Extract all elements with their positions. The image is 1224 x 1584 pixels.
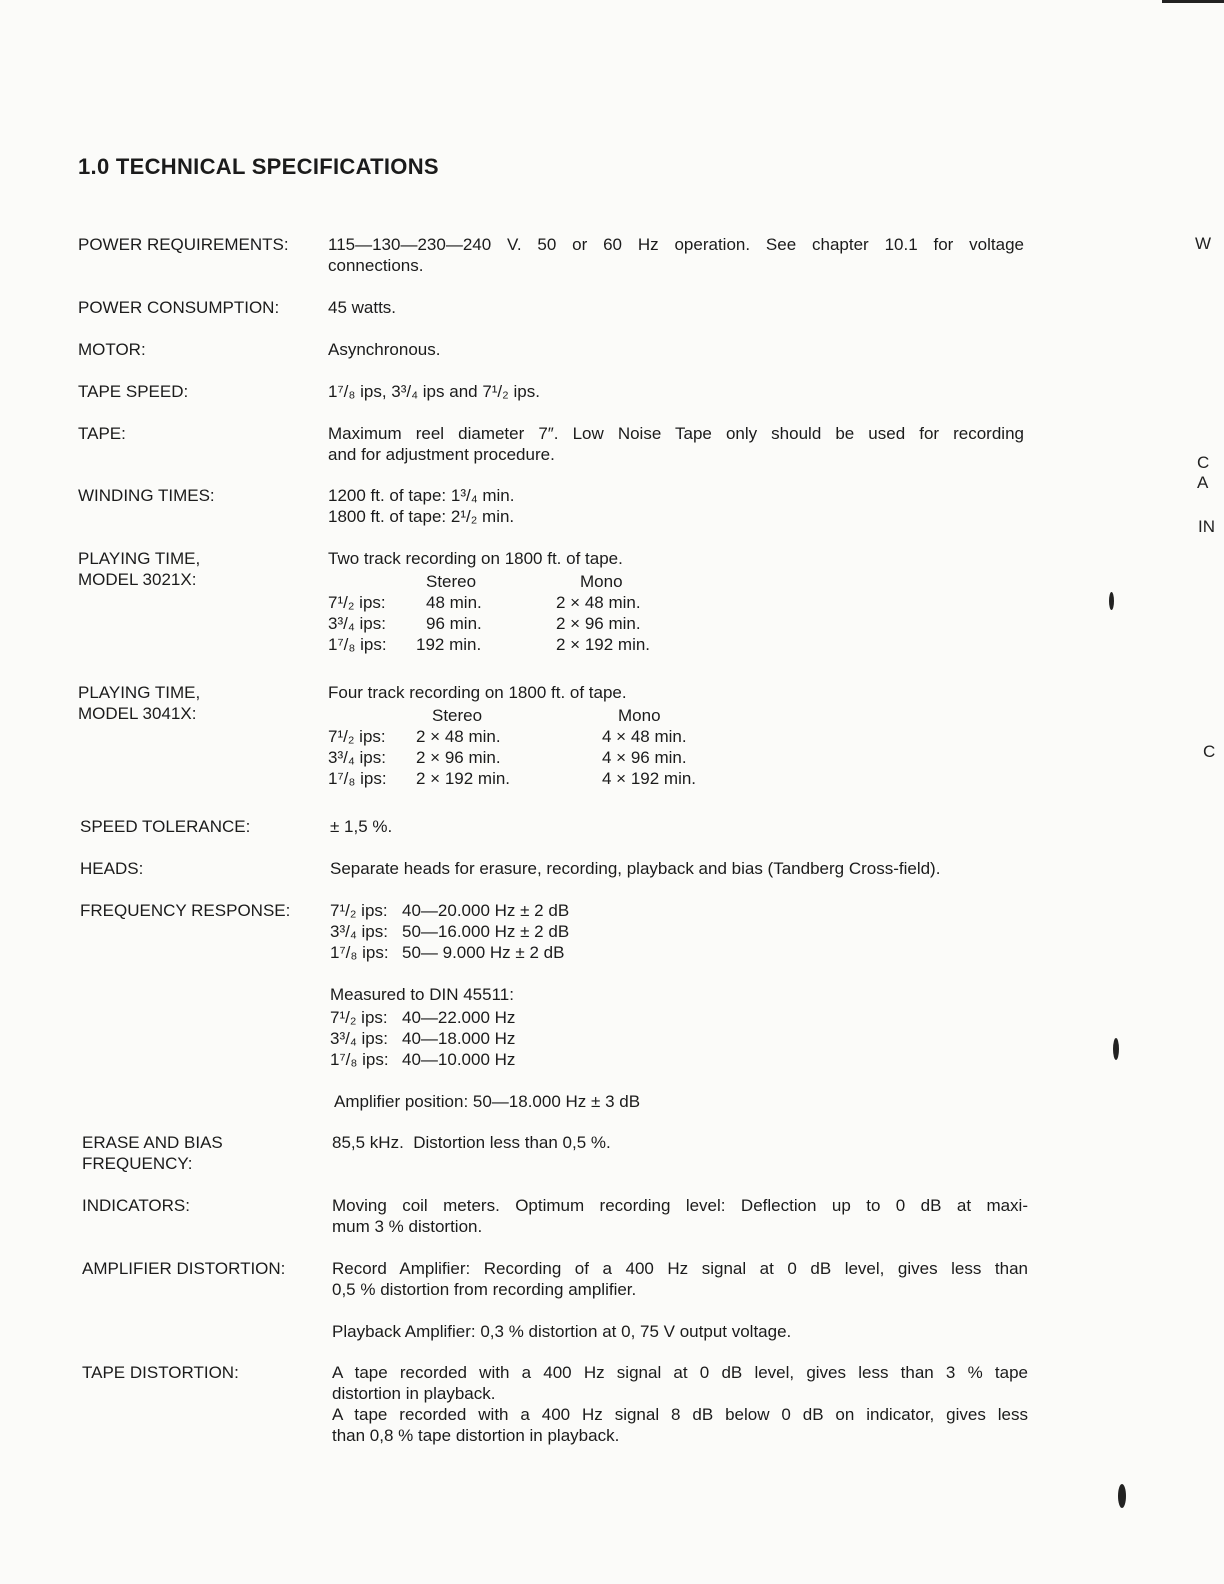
spec-label: WINDING TIMES: [78, 486, 215, 505]
spec-label: POWER CONSUMPTION: [78, 298, 280, 317]
table-row [330, 900, 569, 921]
spec-value [328, 682, 1024, 789]
spec-line: A tape recorded with a 400 Hz signal at 0 dB level, gives less than 3 % tape [332, 1363, 1028, 1382]
binding-mark [1113, 1038, 1119, 1060]
edge-fragment: A [1197, 473, 1209, 492]
speed-cell: 7¹/₂ ips: [330, 1008, 388, 1027]
speed-cell: 1⁷/₈ ips: [328, 769, 387, 788]
spec-line: Playback Amplifier: 0,3 % distortion at 0, 75 V output voltage. [332, 1322, 792, 1341]
response-cell: 40—22.000 Hz [402, 1008, 516, 1027]
spec-line: mum 3 % distortion. [332, 1217, 483, 1236]
spec-line: Record Amplifier: Recording of a 400 Hz signal at 0 dB level, gives less than [332, 1259, 1028, 1278]
mono-cell: 4 × 48 min. [602, 727, 687, 746]
speed-cell: 7¹/₂ ips: [330, 901, 388, 920]
mono-cell: 2 × 96 min. [556, 614, 641, 633]
spec-line: than 0,8 % tape distortion in playback. [332, 1426, 620, 1445]
playing-time-table [328, 571, 740, 655]
stereo-cell: 2 × 192 min. [416, 769, 511, 788]
spec-value [332, 1362, 1028, 1446]
spec-label: MOTOR: [78, 340, 146, 359]
edge-fragment: W [1195, 234, 1212, 253]
spec-value: Asynchronous. [328, 340, 441, 359]
mono-cell: 4 × 96 min. [602, 748, 687, 767]
column-header-mono: Mono [618, 706, 661, 725]
speed-cell: 3³/₄ ips: [328, 614, 386, 633]
stereo-cell: 2 × 96 min. [416, 748, 501, 767]
response-cell: 40—18.000 Hz [402, 1029, 516, 1048]
column-header-stereo: Stereo [432, 706, 483, 725]
spec-value [330, 900, 1026, 1112]
spec-value [328, 548, 1024, 655]
table-row [328, 613, 740, 634]
table-row [328, 634, 740, 655]
spec-label [78, 682, 323, 724]
response-cell: 50— 9.000 Hz ± 2 dB [402, 943, 565, 962]
table-row [330, 1049, 515, 1070]
spec-intro: Four track recording on 1800 ft. of tape. [328, 683, 627, 702]
table-row [328, 768, 778, 789]
table-header-row [328, 571, 740, 592]
mono-cell: 4 × 192 min. [602, 769, 697, 788]
din-table [330, 1007, 515, 1070]
page-edge-line [1162, 0, 1224, 3]
spec-label: POWER REQUIREMENTS: [78, 235, 289, 254]
spec-label: TAPE DISTORTION: [82, 1363, 239, 1382]
column-header-mono: Mono [580, 572, 623, 591]
spec-line: 1800 ft. of tape: 2¹/₂ min. [328, 507, 515, 526]
table-row [330, 1007, 515, 1028]
spec-label-line: PLAYING TIME, [78, 683, 201, 702]
table-row [328, 747, 778, 768]
spec-value [328, 423, 1024, 465]
spec-line: 0,5 % distortion from recording amplifier. [332, 1280, 637, 1299]
amplifier-position: Amplifier position: 50—18.000 Hz ± 3 dB [334, 1092, 641, 1111]
column-header-stereo: Stereo [426, 572, 477, 591]
frequency-table [330, 900, 569, 963]
table-header-row [328, 705, 778, 726]
spec-label-line: FREQUENCY: [82, 1154, 193, 1173]
playing-time-table [328, 705, 778, 789]
spec-label-line: MODEL 3041X: [78, 704, 197, 723]
table-row [330, 1028, 515, 1049]
spec-value [328, 234, 1024, 276]
spec-label: FREQUENCY RESPONSE: [80, 901, 291, 920]
spec-label-line: PLAYING TIME, [78, 549, 201, 568]
binding-mark [1118, 1484, 1126, 1508]
spec-label: SPEED TOLERANCE: [80, 817, 251, 836]
spec-intro: Two track recording on 1800 ft. of tape. [328, 549, 623, 568]
spec-line: Maximum reel diameter 7″. Low Noise Tape only should be used for recording [328, 424, 1024, 443]
spec-line: A tape recorded with a 400 Hz signal 8 dB below 0 dB on indicator, gives less [332, 1405, 1028, 1424]
spec-label: TAPE: [78, 424, 126, 443]
edge-fragment: C [1197, 453, 1210, 472]
mono-cell: 2 × 48 min. [556, 593, 641, 612]
speed-cell: 1⁷/₈ ips: [330, 1050, 389, 1069]
spec-value: 1⁷/₈ ips, 3³/₄ ips and 7¹/₂ ips. [328, 382, 540, 401]
spec-value: 85,5 kHz. Distortion less than 0,5 %. [332, 1133, 611, 1152]
stereo-cell: 96 min. [426, 614, 482, 633]
spec-value: ± 1,5 %. [330, 817, 393, 836]
spec-label: AMPLIFIER DISTORTION: [82, 1259, 286, 1278]
speed-cell: 3³/₄ ips: [330, 922, 388, 941]
spec-label-line: ERASE AND BIAS [82, 1133, 223, 1152]
spec-label: TAPE SPEED: [78, 382, 189, 401]
spec-label: INDICATORS: [82, 1196, 190, 1215]
table-row [328, 726, 778, 747]
table-row [330, 921, 569, 942]
spec-value [328, 485, 1024, 527]
edge-fragment: C [1203, 742, 1216, 761]
page-title: 1.0 TECHNICAL SPECIFICATIONS [78, 154, 439, 179]
table-row [328, 592, 740, 613]
speed-cell: 3³/₄ ips: [330, 1029, 388, 1048]
din-heading: Measured to DIN 45511: [330, 985, 514, 1004]
spec-label [82, 1132, 327, 1174]
response-cell: 50—16.000 Hz ± 2 dB [402, 922, 570, 941]
spec-label [78, 548, 323, 590]
spec-value: 45 watts. [328, 298, 397, 317]
speed-cell: 1⁷/₈ ips: [328, 635, 387, 654]
stereo-cell: 2 × 48 min. [416, 727, 501, 746]
stereo-cell: 48 min. [426, 593, 482, 612]
table-row [330, 942, 569, 963]
response-cell: 40—10.000 Hz [402, 1050, 516, 1069]
response-cell: 40—20.000 Hz ± 2 dB [402, 901, 570, 920]
binding-mark [1109, 592, 1114, 610]
spec-value [332, 1258, 1028, 1342]
spec-line: distortion in playback. [332, 1384, 496, 1403]
speed-cell: 3³/₄ ips: [328, 748, 386, 767]
spec-line: and for adjustment procedure. [328, 445, 555, 464]
spec-value [332, 1195, 1028, 1237]
speed-cell: 1⁷/₈ ips: [330, 943, 389, 962]
spec-label: HEADS: [80, 859, 144, 878]
edge-fragment: IN [1198, 517, 1215, 536]
spec-line: Moving coil meters. Optimum recording level: Deflection up to 0 dB at maxi- [332, 1196, 1028, 1215]
speed-cell: 7¹/₂ ips: [328, 593, 386, 612]
spec-line: connections. [328, 256, 424, 275]
mono-cell: 2 × 192 min. [556, 635, 651, 654]
spec-line: 115—130—230—240 V. 50 or 60 Hz operation. See chapter 10.1 for voltage [328, 235, 1024, 254]
spec-line: 1200 ft. of tape: 1³/₄ min. [328, 486, 515, 505]
stereo-cell: 192 min. [416, 635, 482, 654]
spec-value: Separate heads for erasure, recording, playback and bias (Tandberg Cross-field). [330, 859, 941, 878]
speed-cell: 7¹/₂ ips: [328, 727, 386, 746]
spec-label-line: MODEL 3021X: [78, 570, 197, 589]
